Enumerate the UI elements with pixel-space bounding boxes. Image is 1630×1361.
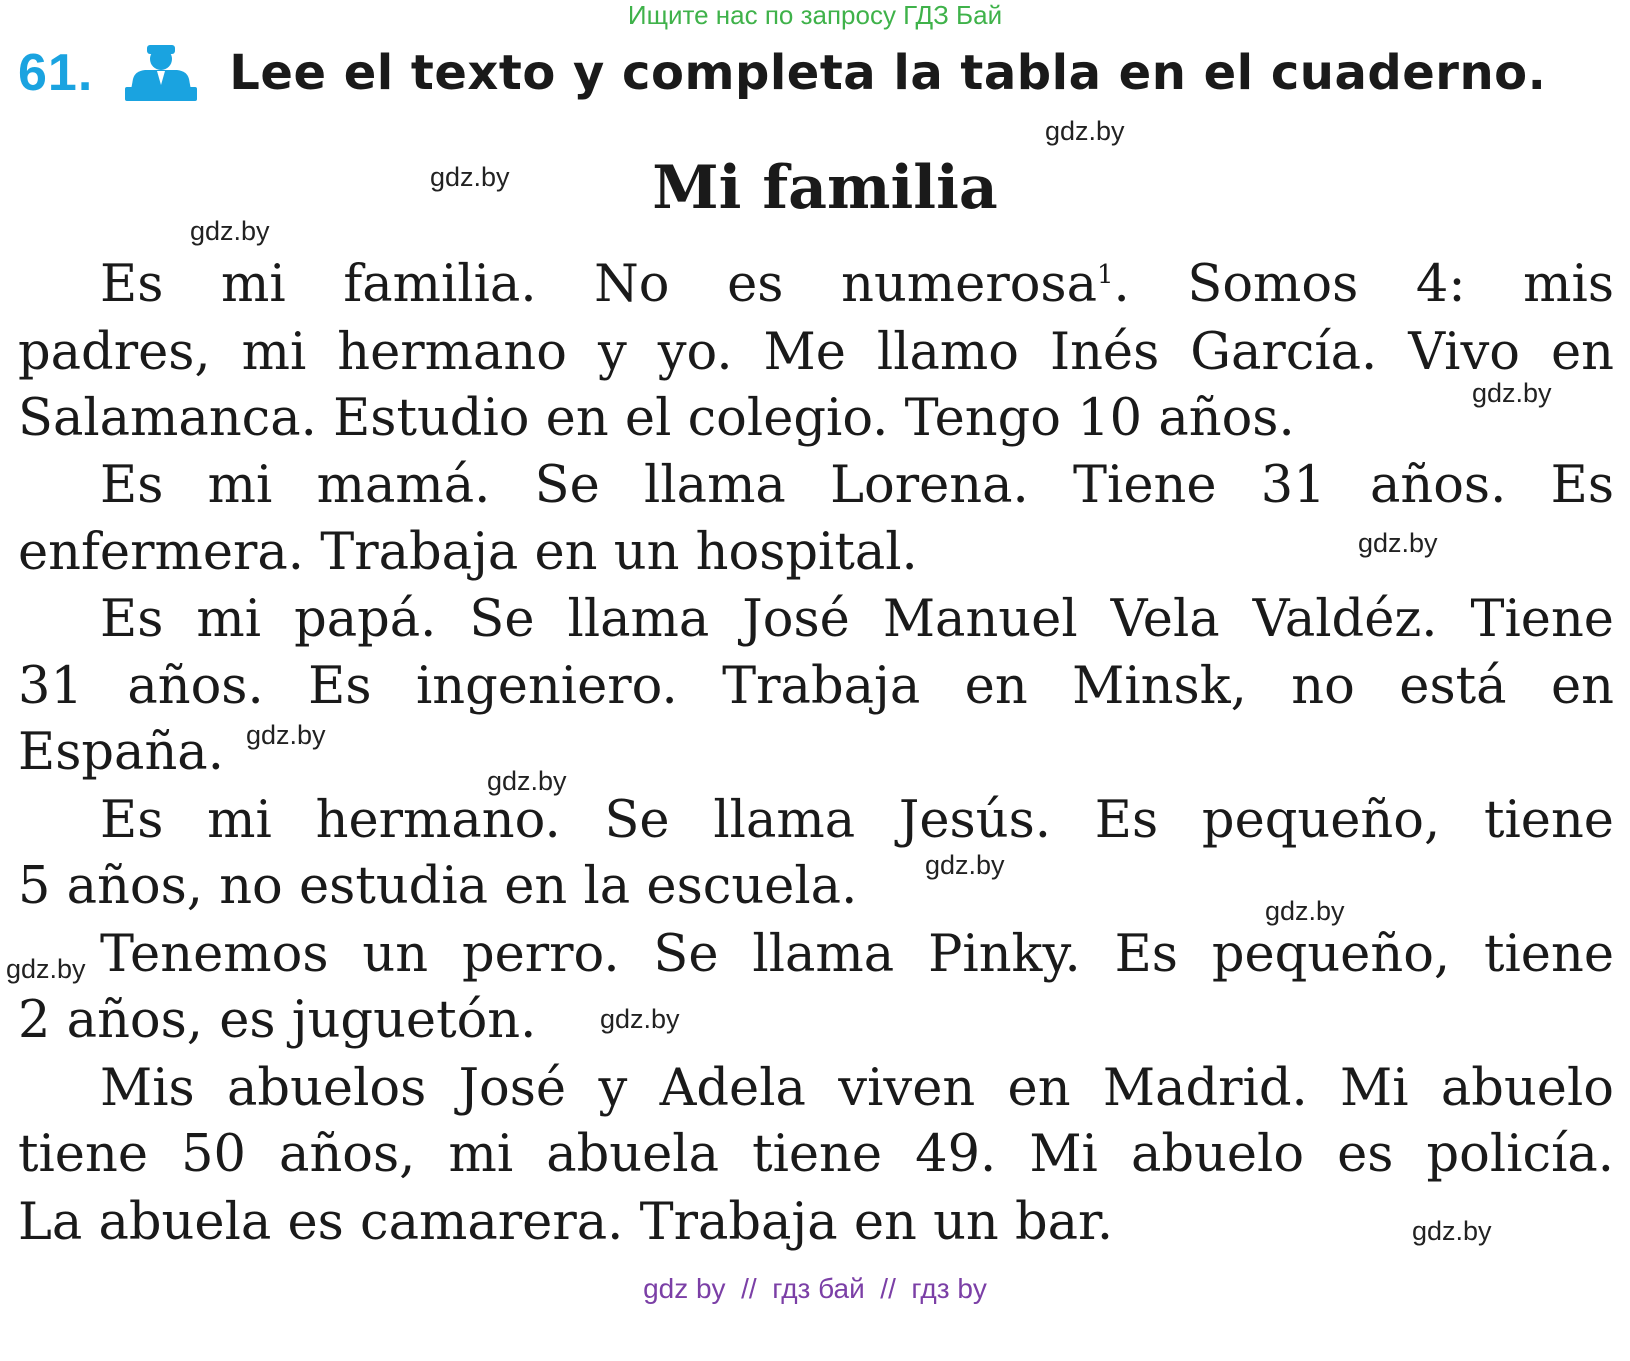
text-line: España. xyxy=(18,723,224,782)
watermark: gdz.by xyxy=(1045,116,1125,146)
exercise-instruction: Lee el texto y completa la tabla en el cuaderno. xyxy=(229,45,1547,101)
watermark: gdz.by xyxy=(1358,528,1438,558)
text-line: Es mi familia. No es numerosa$^1$. Somos 4: mis xyxy=(100,255,1615,314)
watermark: gdz.by xyxy=(1412,1216,1492,1246)
text-line: enfermera. Trabaja en un hospital. xyxy=(18,523,918,582)
footer-watermark: gdz by // гдз бай // гдз by xyxy=(643,1273,987,1304)
watermark: gdz.by xyxy=(1265,896,1345,926)
text-line: Es mi hermano. Se llama Jesús. Es pequeño, tiene xyxy=(100,791,1614,850)
text-title: Mi familia xyxy=(652,153,998,223)
watermark: gdz.by xyxy=(6,954,86,984)
text-line: padres, mi hermano y yo. Me llamo Inés García. Vivo en xyxy=(18,323,1614,382)
exercise-header xyxy=(18,38,1618,108)
watermark: gdz.by xyxy=(600,1004,680,1034)
exercise-number: 61. xyxy=(18,44,94,102)
text-line: Es mi mamá. Se llama Lorena. Tiene 31 años. Es xyxy=(100,456,1614,515)
text-line: 5 años, no estudia en la escuela. xyxy=(18,857,858,916)
watermark: gdz.by xyxy=(487,766,567,796)
watermark: gdz.by xyxy=(430,162,510,192)
watermark: gdz.by xyxy=(190,216,270,246)
pair-work-icon xyxy=(123,43,199,103)
watermark: gdz.by xyxy=(925,850,1005,880)
watermark: gdz.by xyxy=(246,720,326,750)
text-line: 2 años, es juguetón. xyxy=(18,991,537,1050)
text-line: La abuela es camarera. Trabaja en un bar. xyxy=(18,1193,1114,1252)
footnote-marker: 1 xyxy=(1097,260,1114,290)
text-line: Tenemos un perro. Se llama Pinky. Es pequeño, tiene xyxy=(100,925,1614,984)
text-line: Salamanca. Estudio en el colegio. Tengo 10 años. xyxy=(18,389,1295,448)
text-line: 31 años. Es ingeniero. Trabaja en Minsk, no está en xyxy=(18,657,1614,716)
watermark: gdz.by xyxy=(1472,378,1552,408)
search-hint: Ищите нас по запросу ГДЗ Бай xyxy=(627,0,1003,30)
text-line: Es mi papá. Se llama José Manuel Vela Valdéz. Tiene xyxy=(100,590,1614,649)
text-line: Mis abuelos José y Adela viven en Madrid. Mi abuelo xyxy=(100,1059,1614,1118)
text-line: tiene 50 años, mi abuela tiene 49. Mi abuelo es policía. xyxy=(18,1125,1614,1184)
